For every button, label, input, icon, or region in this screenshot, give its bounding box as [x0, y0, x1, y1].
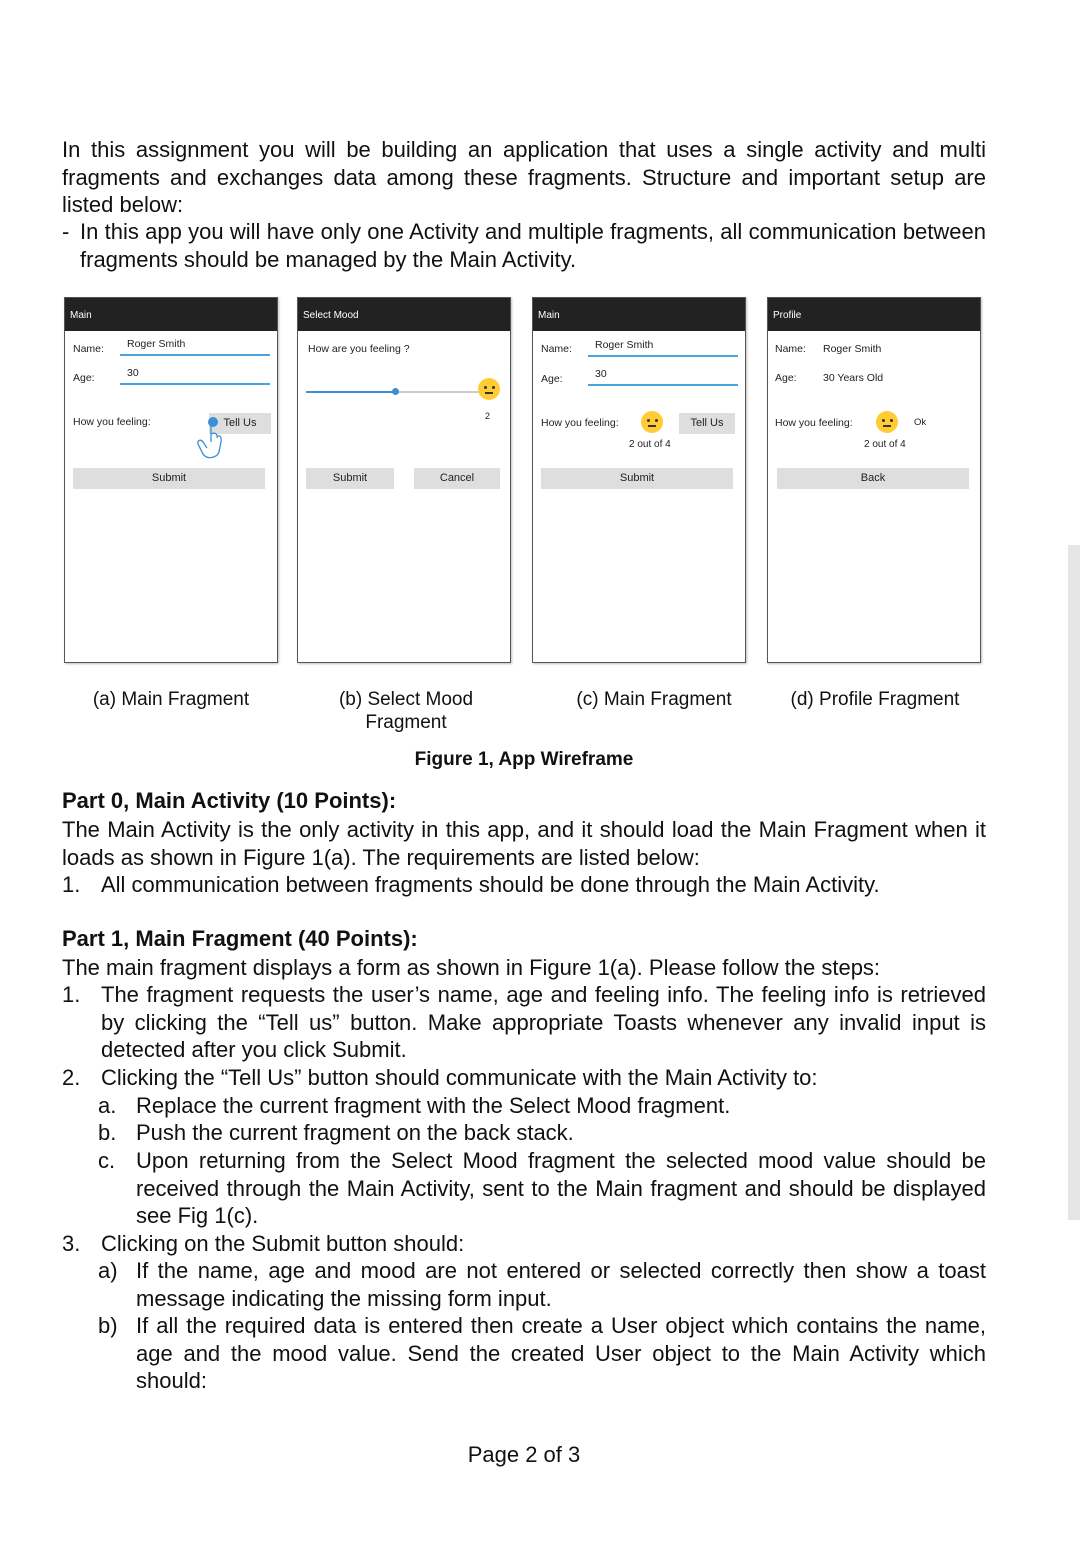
mood-text: 2 out of 4 [629, 439, 671, 450]
submit-button[interactable]: Submit [306, 468, 394, 489]
scrollbar[interactable] [1068, 545, 1080, 1220]
list-number: 1. [62, 982, 81, 1007]
list-text: Clicking on the Submit button should: [101, 1231, 465, 1256]
figure-title: Figure 1, App Wireframe [414, 749, 634, 770]
age-value: 30 Years Old [823, 372, 884, 384]
tell-us-button[interactable]: Tell Us [209, 413, 271, 434]
part1-text: The main fragment displays a form as shown in Figure 1(a). Please follow the steps: [62, 955, 881, 980]
name-label: Name: [73, 343, 104, 355]
wireframe-select-mood-fragment-b [297, 297, 511, 663]
wireframe-profile-fragment-d [767, 297, 981, 663]
list-text: All communication between fragments should be done through the Main Activity. [101, 872, 880, 897]
list-number: 1. [62, 872, 81, 897]
list-item [62, 981, 986, 1065]
name-value[interactable]: Roger Smith [595, 339, 654, 351]
list-text: Upon returning from the Select Mood fragment the selected mood value should be received through the Main Activity, sent to the Main fragment and should be displayed see Fig 1(c). [136, 1148, 986, 1228]
cancel-button[interactable]: Cancel [414, 468, 500, 489]
tell-us-button[interactable]: Tell Us [679, 413, 735, 434]
name-value: Roger Smith [823, 343, 882, 355]
part0-heading: Part 0, Main Activity (10 Points): [62, 788, 397, 813]
feeling-label: How you feeling: [73, 416, 151, 428]
slider-thumb[interactable] [392, 388, 399, 395]
part0-text: The Main Activity is the only activity in this app, and it should load the Main Fragment when it loads as shown in Figure 1(a). The requirements are listed below: [62, 817, 986, 870]
name-label: Name: [775, 343, 806, 355]
caption-c: (c) Main Fragment [576, 689, 732, 710]
intro-paragraph: In this assignment you will be building an application that uses a single activity and multi fragments and exchanges data among these fragments. Structure and important setup are listed below: [62, 137, 986, 217]
list-text: If all the required data is entered then create a User object which contains the name, age and the mood value. Send the created User object to the Main Activity which should: [136, 1313, 986, 1393]
age-value[interactable]: 30 [595, 368, 607, 380]
caption-a: (a) Main Fragment [92, 689, 250, 710]
name-underline [120, 354, 270, 356]
slider-track-filled [306, 391, 396, 393]
list-number: c. [98, 1148, 116, 1173]
name-value[interactable]: Roger Smith [127, 338, 186, 350]
age-label: Age: [73, 372, 95, 384]
back-button[interactable]: Back [777, 468, 969, 489]
name-underline [588, 355, 738, 357]
page-number: Page 2 of 3 [467, 1442, 581, 1467]
submit-button[interactable]: Submit [73, 468, 265, 489]
bullet-text: In this app you will have only one Activity and multiple fragments, all communication between fragments should be managed by the Main Activity. [80, 219, 986, 272]
caption-b-line2: Fragment [365, 712, 447, 733]
caption-b-line1: (b) Select Mood [338, 689, 474, 710]
list-text: The fragment requests the user’s name, age and feeling info. The feeling info is retrieved by clicking the “Tell us” button. Make appropriate Toasts whenever any invalid input is detected after you click Submit. [101, 982, 986, 1062]
mood-question: How are you feeling ? [308, 343, 410, 355]
neutral-face-icon [876, 411, 898, 433]
list-number: a) [98, 1258, 118, 1283]
feeling-label: How you feeling: [775, 417, 853, 429]
mood-text: 2 out of 4 [864, 439, 906, 450]
list-text: Push the current fragment on the back stack. [136, 1120, 574, 1145]
age-label: Age: [541, 373, 563, 385]
list-text: Clicking the “Tell Us” button should communicate with the Main Activity to: [101, 1065, 818, 1090]
feeling-label: How you feeling: [541, 417, 619, 429]
list-number: 2. [62, 1065, 81, 1090]
list-number: a. [98, 1093, 117, 1118]
bullet-mark: - [62, 219, 70, 244]
mood-word: Ok [914, 417, 927, 428]
wireframe-main-fragment-a [64, 297, 278, 663]
app-bar-title: Main [533, 298, 745, 331]
age-underline [120, 383, 270, 385]
list-number: 3. [62, 1231, 81, 1256]
list-number: b. [98, 1120, 117, 1145]
list-text: Replace the current fragment with the Select Mood fragment. [136, 1093, 731, 1118]
slider-value: 2 [485, 411, 491, 421]
age-label: Age: [775, 372, 797, 384]
submit-button[interactable]: Submit [541, 468, 733, 489]
caption-b [305, 688, 507, 734]
app-bar-title: Main [65, 298, 277, 331]
neutral-face-icon [641, 411, 663, 433]
app-bar-title: Select Mood [298, 298, 510, 331]
list-text: If the name, age and mood are not entered or selected correctly then show a toast message indicating the missing form input. [136, 1258, 986, 1311]
app-bar-title: Profile [768, 298, 980, 331]
name-label: Name: [541, 343, 572, 355]
wireframe-main-fragment-c [532, 297, 746, 663]
tap-hand-icon [193, 412, 225, 464]
caption-d: (d) Profile Fragment [790, 689, 960, 710]
list-number: b) [98, 1313, 118, 1338]
age-value[interactable]: 30 [127, 367, 139, 379]
part1-heading: Part 1, Main Fragment (40 Points): [62, 926, 418, 951]
age-underline [588, 384, 738, 386]
neutral-face-icon [478, 378, 500, 400]
